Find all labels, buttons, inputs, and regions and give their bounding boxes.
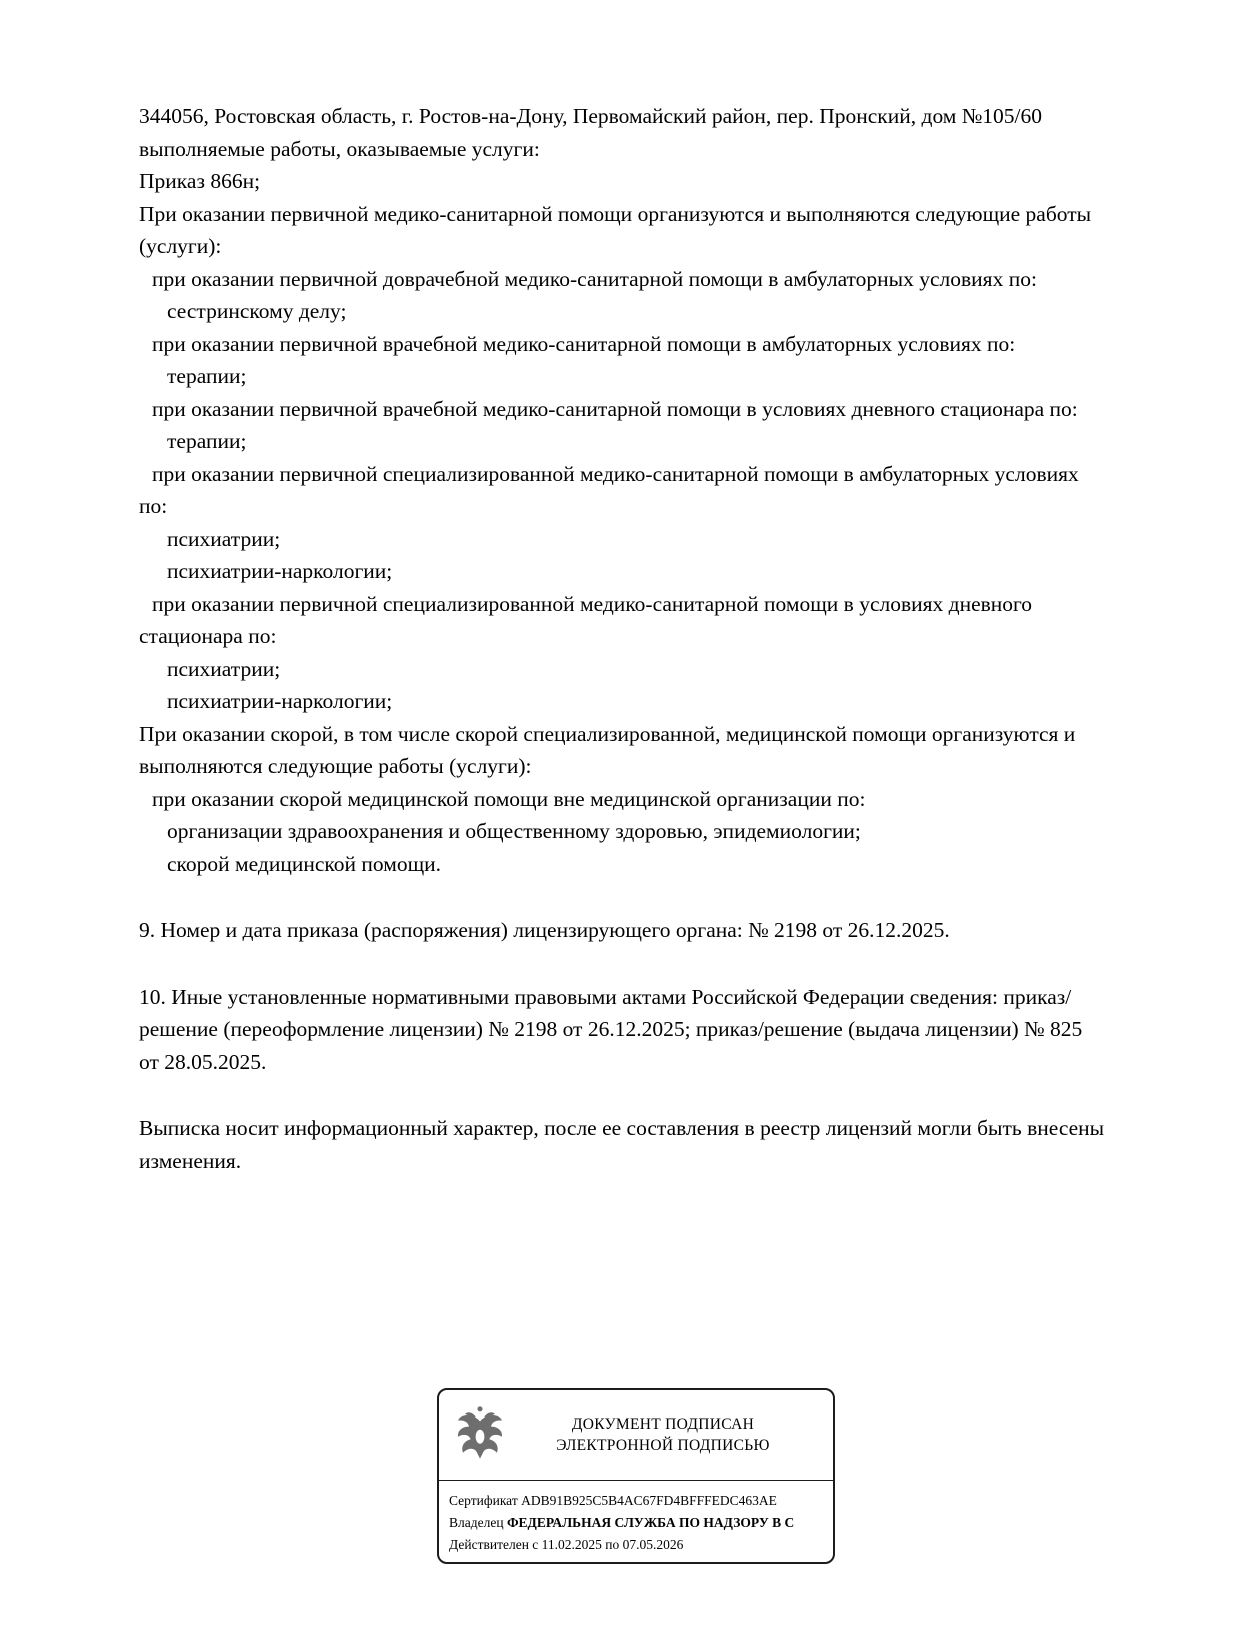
text-line: При оказании скорой, в том числе скорой специализированной, медицинской помощи организуются и выполняются следующие работы (услуги): xyxy=(139,721,1076,778)
certificate-value: ADB91B925C5B4AC67FD4BFFFEDC463AE xyxy=(521,1493,777,1508)
text-line: психиатрии-наркологии; xyxy=(167,559,393,583)
text-line: Приказ 866н; xyxy=(139,169,261,193)
validity-line: Действителен с 11.02.2025 по 07.05.2026 xyxy=(449,1537,684,1552)
text-line: психиатрии; xyxy=(167,526,281,551)
text-line: При оказании первичной медико-санитарной помощи организуются и выполняются следующие работы (услуги): xyxy=(139,201,1092,258)
text-line: при оказании первичной врачебной медико-санитарной помощи в условиях дневного стационара по: xyxy=(152,396,1078,421)
text-line: психиатрии; xyxy=(167,656,281,681)
certificate-line xyxy=(449,1490,833,1512)
electronic-signature-stamp xyxy=(437,1388,835,1564)
text-line: терапии; xyxy=(167,364,247,388)
text-line: скорой медицинской помощи. xyxy=(167,851,442,876)
text-line: при оказании первичной специализированной медико-санитарной помощи в амбулаторных условиях по: xyxy=(139,461,1079,518)
text-line: сестринскому делу; xyxy=(167,299,347,323)
license-works-section xyxy=(139,100,1107,880)
text-line: при оказании первичной специализированной медико-санитарной помощи в условиях дневного стационара по: xyxy=(139,591,1033,648)
owner-line xyxy=(449,1512,833,1534)
text-line: организации здравоохранения и общественному здоровью, эпидемиологии; xyxy=(167,819,861,843)
coat-of-arms-icon xyxy=(451,1404,509,1466)
stamp-details xyxy=(439,1481,833,1562)
text-line: при оказании первичной доврачебной медико-санитарной помощи в амбулаторных условиях по: xyxy=(152,266,1037,291)
stamp-title-line1: ДОКУМЕНТ ПОДПИСАН xyxy=(571,1416,755,1433)
text-line: при оказании первичной врачебной медико-санитарной помощи в амбулаторных условиях по: xyxy=(152,331,1016,356)
stamp-title-line2: ЭЛЕКТРОННОЙ ПОДПИСЬЮ xyxy=(556,1437,770,1454)
stamp-header xyxy=(439,1402,833,1468)
text-line: выполняемые работы, оказываемые услуги: xyxy=(139,136,540,161)
text-line: терапии; xyxy=(167,429,247,453)
clause-9: 9. Номер и дата приказа (распоряжения) лицензирующего органа: № 2198 от 26.12.2025. xyxy=(139,918,950,942)
certificate-label: Сертификат xyxy=(449,1493,518,1508)
clause-10: 10. Иные установленные нормативными правовыми актами Российской Федерации сведения: приказ/решение (переоформление лицензии) № 2198 от 26.12.2025; приказ/решение (выдача лицензии) № 825 от 28.05.2025. xyxy=(139,984,1083,1074)
stamp-title xyxy=(509,1414,817,1456)
owner-label: Владелец xyxy=(449,1515,504,1530)
text-line: 344056, Ростовская область, г. Ростов-на-Дону, Первомайский район, пер. Пронский, дом №105/60 xyxy=(139,104,1042,128)
informational-note: Выписка носит информационный характер, после ее составления в реестр лицензий могли быть внесены изменения. xyxy=(139,1116,1105,1173)
owner-value: ФЕДЕРАЛЬНАЯ СЛУЖБА ПО НАДЗОРУ В С xyxy=(506,1515,795,1530)
text-line: психиатрии-наркологии; xyxy=(167,689,393,713)
text-line: при оказании скорой медицинской помощи вне медицинской организации по: xyxy=(152,786,866,811)
